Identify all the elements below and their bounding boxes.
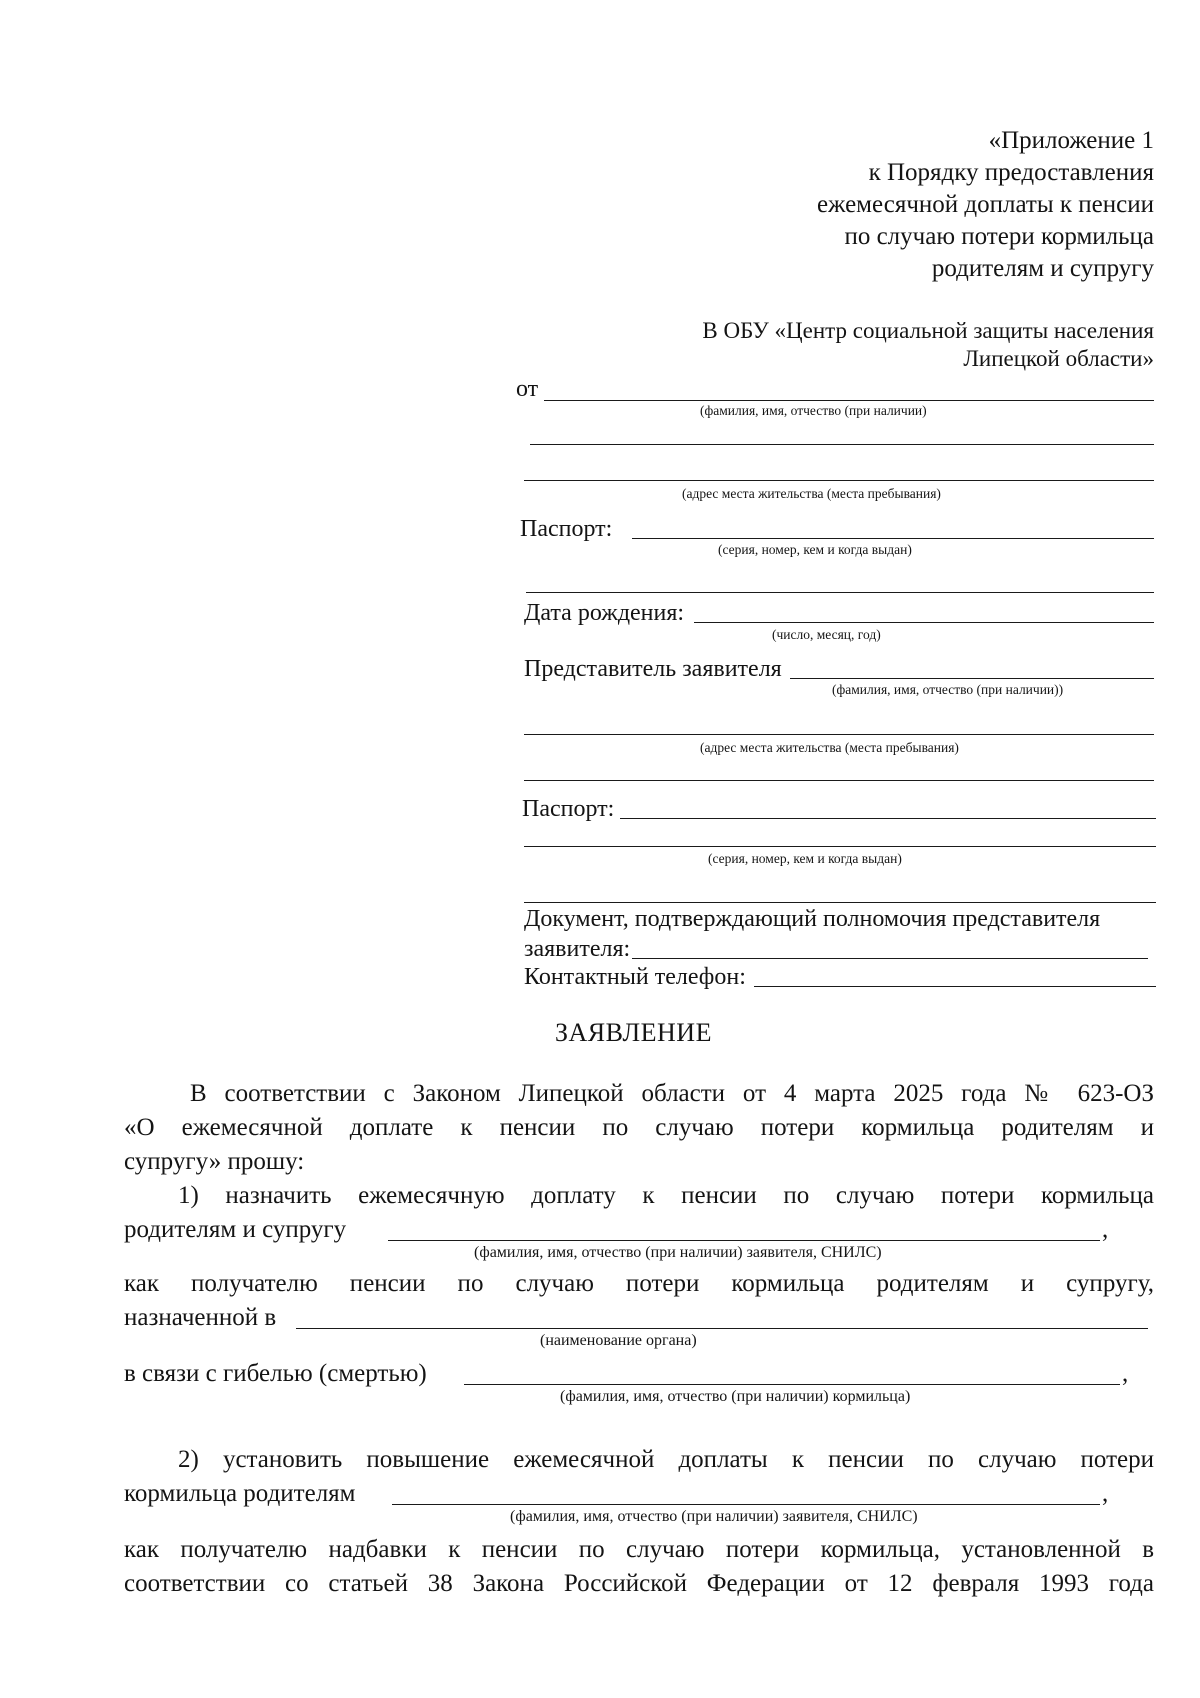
- dob-field[interactable]: [694, 622, 1154, 623]
- from-field[interactable]: [544, 400, 1154, 401]
- authority-doc-label-1: Документ, подтверждающий полномочия представителя: [524, 906, 1101, 932]
- appendix-line-4: по случаю потери кормильца: [844, 223, 1154, 250]
- phone-label: Контактный телефон:: [524, 964, 746, 990]
- rep-address-field-2[interactable]: [524, 780, 1154, 781]
- comma-1: ,: [1102, 1216, 1109, 1243]
- passport-label: Паспорт:: [520, 516, 613, 542]
- applicant-caption: (фамилия, имя, отчество (при наличии) заявителя, СНИЛС): [474, 1244, 882, 1261]
- appendix-line-3: ежемесячной доплаты к пенсии: [817, 191, 1154, 218]
- applicant-field[interactable]: [388, 1240, 1100, 1241]
- rep-passport-label: Паспорт:: [522, 796, 615, 822]
- rep-passport-field[interactable]: [620, 818, 1156, 819]
- comma-2: ,: [1122, 1360, 1129, 1387]
- dob-caption: (число, месяц, год): [772, 627, 881, 642]
- breadwinner-field[interactable]: [464, 1384, 1120, 1385]
- address-field-1[interactable]: [530, 444, 1154, 445]
- dob-label: Дата рождения:: [524, 600, 685, 626]
- authority-body-caption: (наименование органа): [540, 1332, 697, 1349]
- body-i1-line2: родителям и супругу: [124, 1216, 347, 1243]
- body-i2-line3: как получателю надбавки к пенсии по случаю потери кормильца, установленной в: [124, 1536, 1154, 1563]
- authority-body-field[interactable]: [296, 1328, 1148, 1329]
- body-p1-line2: «О ежемесячной доплате к пенсии по случаю потери кормильца родителям и: [124, 1114, 1154, 1141]
- body-i2-line2: кормильца родителям: [124, 1480, 356, 1507]
- addressee-line-1: В ОБУ «Центр социальной защиты населения: [702, 318, 1154, 343]
- body-p1-line3: супругу» прошу:: [124, 1148, 305, 1175]
- body-i2-line4: соответствии со статьей 38 Закона Российской Федерации от 12 февраля 1993 года: [124, 1570, 1154, 1597]
- rep-field[interactable]: [790, 678, 1154, 679]
- rep-passport-field-3[interactable]: [524, 902, 1156, 903]
- authority-doc-label-2: заявителя:: [524, 936, 631, 962]
- document-title: ЗАЯВЛЕНИЕ: [555, 1018, 712, 1047]
- rep-label: Представитель заявителя: [524, 656, 782, 682]
- body-i1-line1: 1) назначить ежемесячную доплату к пенсии по случаю потери кормильца: [178, 1182, 1154, 1209]
- rep-passport-caption: (серия, номер, кем и когда выдан): [708, 851, 902, 866]
- addressee-line-2: Липецкой области»: [963, 346, 1154, 371]
- applicant-caption-2: (фамилия, имя, отчество (при наличии) заявителя, СНИЛС): [510, 1508, 918, 1525]
- passport-field-2[interactable]: [526, 592, 1154, 593]
- authority-doc-field[interactable]: [632, 958, 1148, 959]
- address-field-2[interactable]: [524, 480, 1154, 481]
- rep-address-field[interactable]: [524, 734, 1154, 735]
- from-caption: (фамилия, имя, отчество (при наличии): [700, 403, 927, 418]
- applicant-field-2[interactable]: [392, 1504, 1100, 1505]
- phone-field[interactable]: [754, 986, 1156, 987]
- rep-address-caption: (адрес места жительства (места пребывания): [700, 740, 959, 755]
- body-i1-line5: в связи с гибелью (смертью): [124, 1360, 427, 1387]
- passport-caption: (серия, номер, кем и когда выдан): [718, 542, 912, 557]
- appendix-line-5: родителям и супругу: [931, 255, 1154, 282]
- passport-field[interactable]: [632, 538, 1154, 539]
- rep-caption: (фамилия, имя, отчество (при наличии)): [832, 682, 1064, 697]
- address-caption: (адрес места жительства (места пребывания): [682, 486, 941, 501]
- comma-3: ,: [1102, 1480, 1109, 1507]
- rep-passport-field-2[interactable]: [524, 846, 1156, 847]
- body-i1-line3: как получателю пенсии по случаю потери кормильца родителям и супругу,: [124, 1270, 1154, 1297]
- from-label: от: [516, 376, 539, 402]
- body-i2-line1: 2) установить повышение ежемесячной доплаты к пенсии по случаю потери: [178, 1446, 1154, 1473]
- appendix-line-1: «Приложение 1: [988, 127, 1154, 154]
- body-i1-line4: назначенной в: [124, 1304, 277, 1331]
- appendix-line-2: к Порядку предоставления: [868, 159, 1154, 186]
- body-p1-line1: В соответствии с Законом Липецкой области от 4 марта 2025 года № 623-ОЗ: [190, 1080, 1154, 1107]
- breadwinner-caption: (фамилия, имя, отчество (при наличии) кормильца): [560, 1388, 911, 1405]
